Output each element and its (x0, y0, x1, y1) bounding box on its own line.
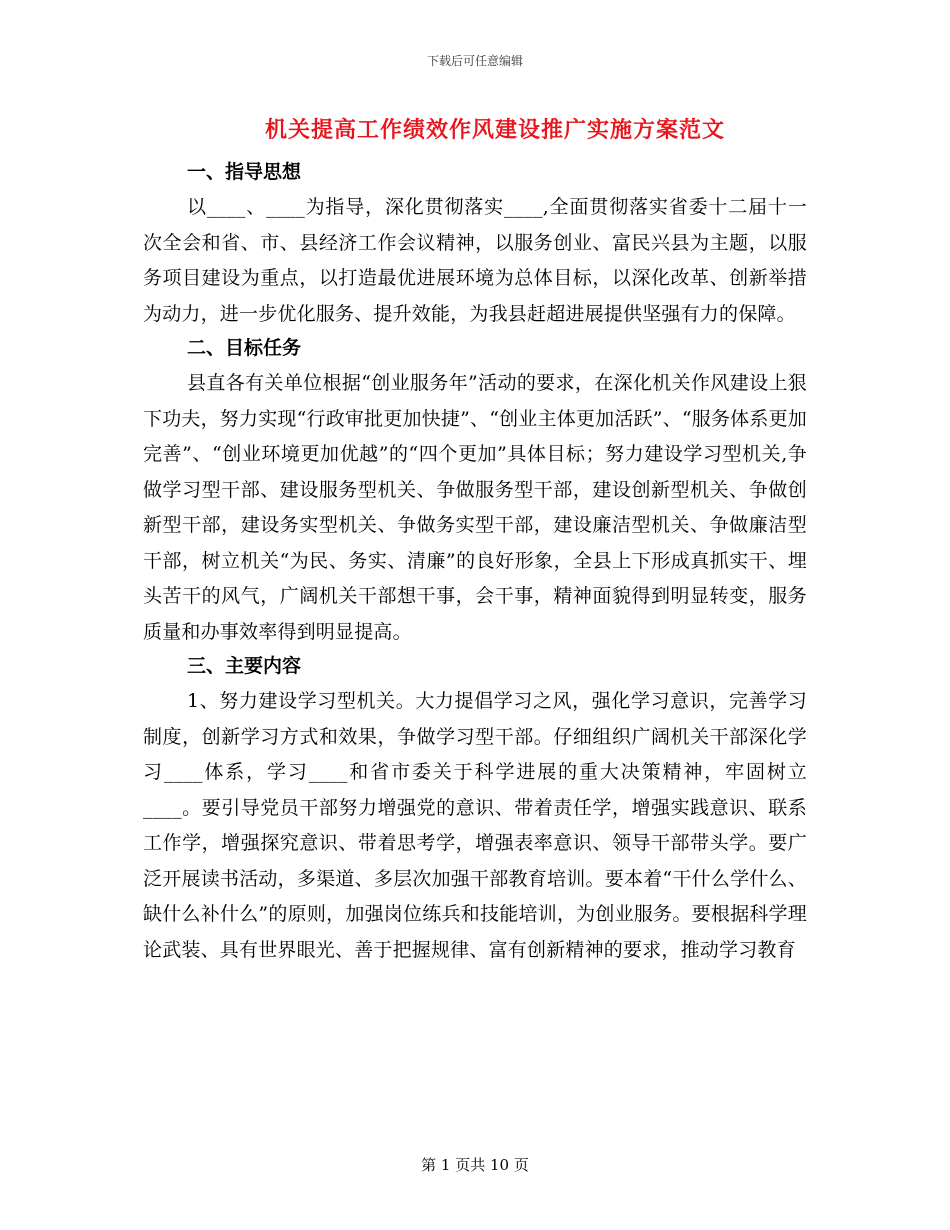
document-body (143, 156, 807, 968)
header-note: 下载后可任意编辑 (426, 54, 523, 68)
section-paragraph: 县直各有关单位根据“创业服务年”活动的要求，在深化机关作风建设上狠下功夫，努力实现“行政审批更加快捷”、“创业主体更加活跃”、“服务体系更加完善”、“创业环境更加优越”的“四个更加”具体目标；努力建设学习型机关,争做学习型干部、建设服务型机关、争做服务型干部，建设创新型机关、争做创新型干部，建设务实型机关、争做务实型干部，建设廉洁型机关、争做廉洁型干部，树立机关“为民、务实、清廉”的良好形象，全县上下形成真抓实干、埋头苦干的风气，广阔机关干部想干事，会干事，精神面貌得到明显转变，服务质量和办事效率得到明显提高。 (143, 372, 807, 643)
section-heading: 二、目标任务 (187, 337, 302, 359)
section-paragraph: 以____、____为指导，深化贯彻落实____,全面贯彻落实省委十二届十一次全会和省、市、县经济工作会议精神，以服务创业、富民兴县为主题，以服务项目建设为重点，以打造最优进展环境为总体目标，以深化改革、创新举措为动力，进一步优化服务、提升效能，为我县赶超进展提供坚强有力的保障。 (143, 196, 807, 325)
section-heading: 一、指导思想 (187, 161, 302, 183)
document-title: 机关提高工作绩效作风建设推广实施方案范文 (264, 117, 725, 143)
section-guiding-ideology (143, 156, 807, 332)
section-main-content (143, 650, 807, 968)
section-target-tasks (143, 332, 807, 650)
section-paragraph: 1、努力建设学习型机关。大力提倡学习之风，强化学习意识，完善学习制度，创新学习方式和效果，争做学习型干部。仔细组织广阔机关干部深化学习____体系，学习____和省市委关于科学进展的重大决策精神，牢固树立____。要引导党员干部努力增强党的意识、带着责任学，增强实践意识、联系工作学，增强探究意识、带着思考学，增强表率意识、领导干部带头学。要广泛开展读书活动，多渠道、多层次加强干部教育培训。要本着“干什么学什么、缺什么补什么”的原则，加强岗位练兵和技能培训，为创业服务。要根据科学理论武装、具有世界眼光、善于把握规律、富有创新精神的要求，推动学习教育 (143, 690, 807, 961)
section-heading: 三、主要内容 (187, 655, 302, 677)
page-number: 第 1 页共 10 页 (421, 1156, 529, 1174)
